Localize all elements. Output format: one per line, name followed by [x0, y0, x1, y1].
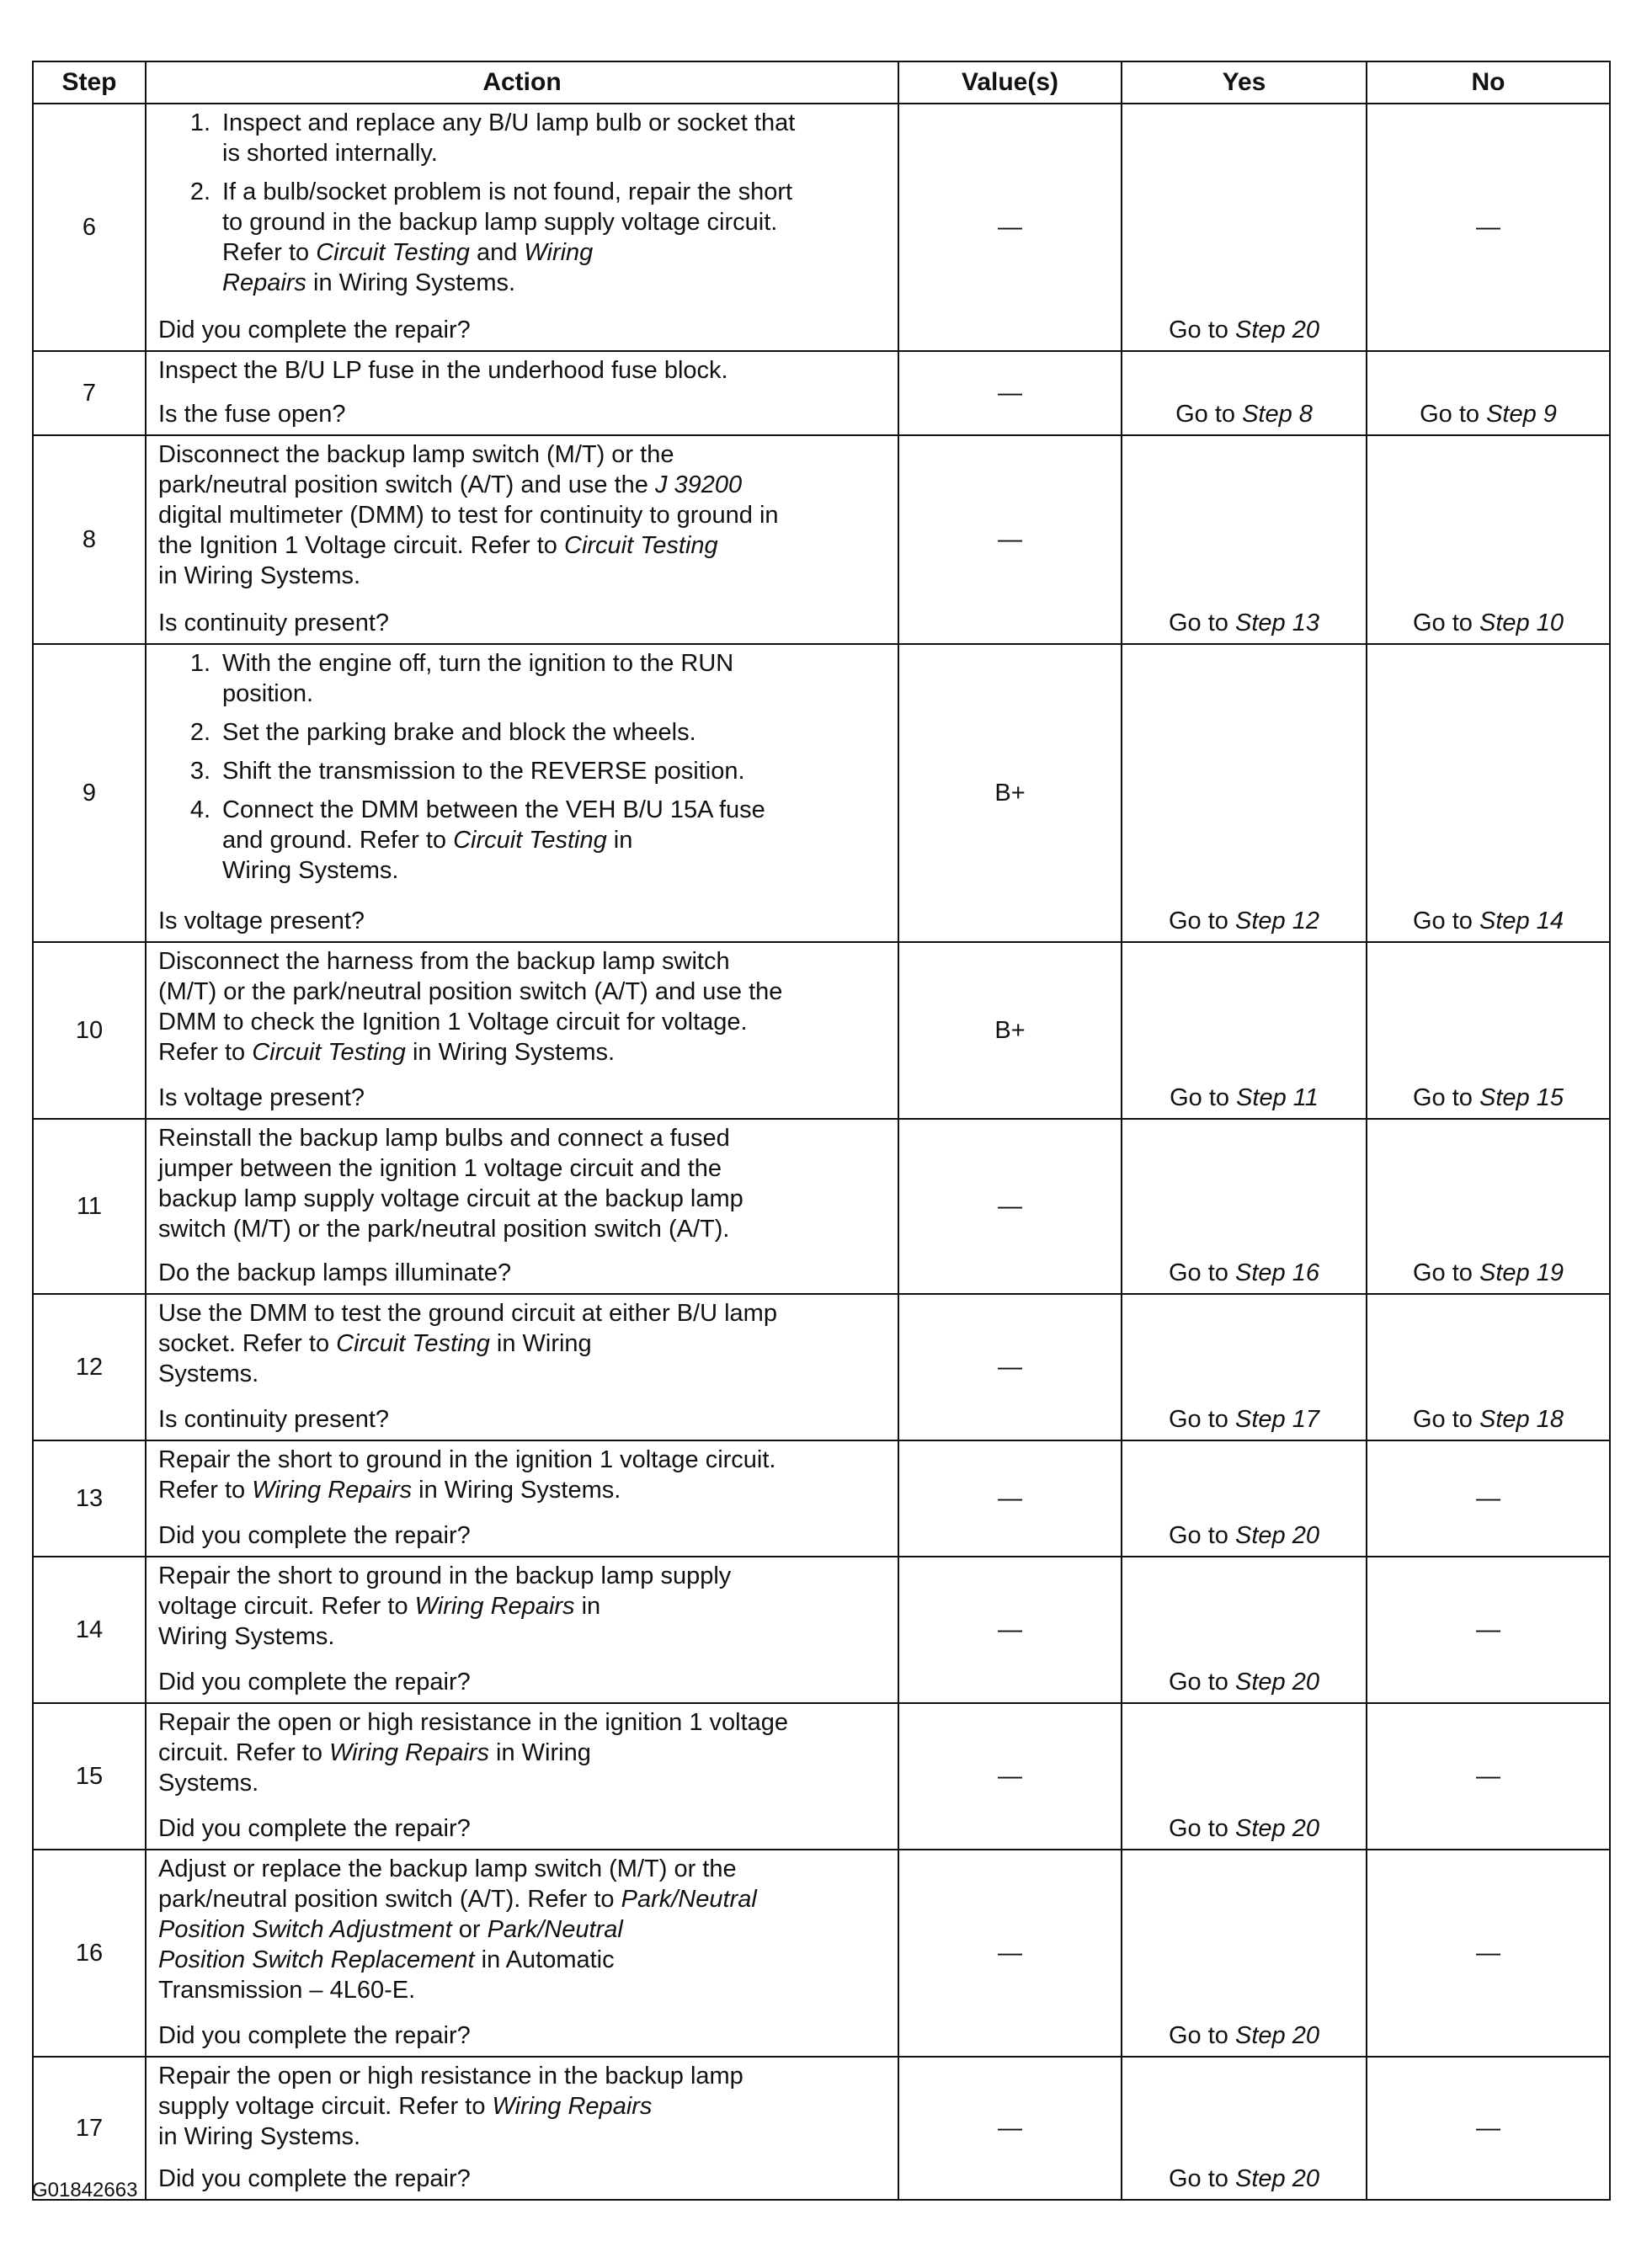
action-text: in Wiring Systems. — [412, 1477, 621, 1504]
action-body — [158, 946, 887, 1067]
yes-step-ref: Step 20 — [1235, 317, 1319, 343]
action-text: If a bulb/socket problem is not found, repair the short to ground in the backup lamp supply voltage circuit. Refer to — [222, 178, 793, 266]
action-content — [158, 1854, 887, 2051]
action-cell — [146, 104, 898, 351]
reference-link-text: Park/Neutral Position Switch Adjustment — [158, 1886, 757, 1943]
list-number: 1. — [189, 650, 210, 677]
header-action: Action — [146, 61, 898, 104]
action-content — [158, 439, 887, 638]
no-cell — [1367, 1850, 1610, 2057]
list-number: 2. — [189, 178, 210, 205]
reference-link-text: J 39200 — [654, 471, 743, 498]
action-steps-list — [158, 648, 887, 886]
yes-cell — [1122, 1703, 1367, 1850]
reference-link-text: Wiring Repairs — [492, 2093, 653, 2120]
action-content — [158, 1298, 887, 1435]
step-number: 9 — [33, 644, 146, 942]
action-cell — [146, 2057, 898, 2200]
action-text: Reinstall the backup lamp bulbs and connect a fused jumper between the ignition 1 voltage circuit and the backup lamp supply voltage circuit at the backup lamp switch (M/T) or the park/neutral position switch (A/T). — [158, 1125, 743, 1243]
yes-goto-text: Go to — [1169, 2022, 1235, 2049]
table-row — [33, 1557, 1610, 1703]
yes-step-ref: Step 20 — [1235, 1815, 1319, 1842]
reference-link-text: Circuit Testing — [252, 1039, 406, 1066]
action-question: Did you complete the repair? — [158, 1522, 471, 1549]
reference-link-text: Circuit Testing — [336, 1330, 490, 1357]
action-question: Is continuity present? — [158, 1406, 390, 1433]
step-number: 7 — [33, 351, 146, 435]
action-content — [158, 946, 887, 1113]
action-text: digital multimeter (DMM) to test for continuity to ground in the Ignition 1 Voltage circuit. Refer to — [158, 502, 779, 559]
reference-link-text: Wiring Repairs — [329, 1739, 489, 1766]
table-row — [33, 351, 1610, 435]
yes-goto-text: Go to — [1170, 1084, 1237, 1111]
action-body — [158, 1123, 887, 1244]
yes-step-ref: Step 20 — [1235, 1522, 1319, 1549]
action-text: in Wiring Systems. — [158, 1593, 601, 1650]
action-text: Shift the transmission to the REVERSE position. — [222, 758, 745, 785]
action-cell — [146, 942, 898, 1119]
action-text: in Wiring Systems. — [158, 562, 361, 589]
no-goto-text: Go to — [1413, 1406, 1479, 1433]
table-row — [33, 644, 1610, 942]
action-text: in Wiring Systems. — [405, 1039, 615, 1066]
yes-goto-text: Go to — [1169, 1815, 1235, 1842]
yes-cell — [1122, 1850, 1367, 2057]
action-body — [158, 439, 887, 591]
table-body — [33, 104, 1610, 2200]
action-content — [158, 648, 887, 936]
action-cell — [146, 1703, 898, 1850]
yes-cell — [1122, 435, 1367, 644]
header-yes: Yes — [1122, 61, 1367, 104]
yes-cell — [1122, 1440, 1367, 1557]
no-dash: — — [1476, 214, 1500, 241]
step-number: 15 — [33, 1703, 146, 1850]
action-text: or — [451, 1916, 488, 1943]
action-paragraph — [158, 1123, 887, 1244]
step-number: 8 — [33, 435, 146, 644]
action-text: Inspect the B/U LP fuse in the underhood fuse block. — [158, 357, 728, 384]
yes-cell — [1122, 351, 1367, 435]
action-text: and — [469, 239, 525, 266]
action-question: Did you complete the repair? — [158, 1815, 471, 1842]
header-values: Value(s) — [898, 61, 1122, 104]
list-number: 3. — [189, 758, 210, 785]
action-paragraph — [158, 2061, 887, 2152]
yes-step-ref: Step 17 — [1235, 1406, 1319, 1433]
value-cell: — — [898, 2057, 1122, 2200]
action-text: With the engine off, turn the ignition to the RUN position. — [222, 650, 734, 707]
step-number: 11 — [33, 1119, 146, 1294]
yes-goto-text: Go to — [1169, 610, 1235, 636]
action-content — [158, 1123, 887, 1288]
yes-cell — [1122, 1294, 1367, 1440]
no-dash: — — [1476, 1616, 1500, 1643]
diagnostic-table-container — [32, 61, 1609, 2201]
action-question: Is voltage present? — [158, 1084, 365, 1111]
yes-goto-text: Go to — [1169, 317, 1235, 343]
action-cell — [146, 1440, 898, 1557]
value-cell: — — [898, 1850, 1122, 2057]
action-text: in Automatic Transmission – 4L60-E. — [158, 1946, 615, 2004]
action-content — [158, 1445, 887, 1551]
value-cell: — — [898, 104, 1122, 351]
action-text: Repair the short to ground in the backup lamp supply voltage circuit. Refer to — [158, 1563, 732, 1620]
yes-step-ref: Step 20 — [1235, 2165, 1319, 2192]
yes-goto-text: Go to — [1169, 1406, 1235, 1433]
yes-step-ref: Step 20 — [1235, 2022, 1319, 2049]
yes-cell — [1122, 1119, 1367, 1294]
no-cell — [1367, 351, 1610, 435]
list-text — [222, 108, 887, 168]
reference-link-text: Wiring Repairs — [252, 1477, 413, 1504]
yes-step-ref: Step 8 — [1242, 401, 1313, 428]
table-row — [33, 1294, 1610, 1440]
table-header-row — [33, 61, 1610, 104]
figure-id: G01842663 — [32, 2179, 138, 2201]
action-text: Repair the short to ground in the ignition 1 voltage circuit. Refer to — [158, 1446, 776, 1504]
reference-link-text: Wiring Repairs — [414, 1593, 575, 1620]
action-text: Disconnect the backup lamp switch (M/T) or the park/neutral position switch (A/T) and use the — [158, 441, 674, 498]
list-item — [158, 795, 887, 886]
yes-step-ref: Step 11 — [1236, 1084, 1319, 1111]
no-dash: — — [1476, 2115, 1500, 2142]
action-cell — [146, 1294, 898, 1440]
no-dash: — — [1476, 1485, 1500, 1512]
table-row — [33, 1850, 1610, 2057]
table-row — [33, 1703, 1610, 1850]
action-steps-list — [158, 108, 887, 298]
value-cell: — — [898, 351, 1122, 435]
no-cell — [1367, 104, 1610, 351]
step-number: 17 — [33, 2057, 146, 2200]
action-paragraph — [158, 1854, 887, 2005]
list-number: 1. — [189, 109, 210, 136]
list-text — [222, 648, 887, 709]
no-cell — [1367, 435, 1610, 644]
value-cell: B+ — [898, 942, 1122, 1119]
no-step-ref: Step 15 — [1479, 1084, 1564, 1111]
table-row — [33, 1119, 1610, 1294]
list-number: 4. — [189, 796, 210, 823]
no-goto-text: Go to — [1420, 401, 1487, 428]
no-cell — [1367, 1557, 1610, 1703]
action-body — [158, 2061, 887, 2152]
action-cell — [146, 435, 898, 644]
action-body — [158, 1854, 887, 2005]
action-paragraph — [158, 355, 887, 386]
action-text: in Wiring Systems. — [222, 827, 633, 884]
action-question: Did you complete the repair? — [158, 2022, 471, 2049]
action-text: Use the DMM to test the ground circuit at either B/U lamp socket. Refer to — [158, 1300, 777, 1357]
no-goto-text: Go to — [1413, 1084, 1479, 1111]
reference-link-text: Circuit Testing — [564, 532, 718, 559]
no-cell — [1367, 2057, 1610, 2200]
action-paragraph — [158, 1445, 887, 1505]
action-text: Inspect and replace any B/U lamp bulb or socket that is shorted internally. — [222, 109, 796, 167]
table-row — [33, 942, 1610, 1119]
yes-cell — [1122, 942, 1367, 1119]
action-text: Set the parking brake and block the wheels. — [222, 719, 696, 746]
yes-cell — [1122, 2057, 1367, 2200]
action-text: Repair the open or high resistance in the ignition 1 voltage circuit. Refer to — [158, 1709, 789, 1766]
no-cell — [1367, 1119, 1610, 1294]
action-paragraph — [158, 1298, 887, 1389]
no-step-ref: Step 18 — [1479, 1406, 1564, 1433]
list-item — [158, 177, 887, 298]
yes-step-ref: Step 12 — [1235, 908, 1319, 934]
action-cell — [146, 1557, 898, 1703]
value-cell: — — [898, 1294, 1122, 1440]
yes-step-ref: Step 16 — [1235, 1259, 1319, 1286]
action-question: Did you complete the repair? — [158, 2165, 471, 2192]
table-row — [33, 2057, 1610, 2200]
yes-goto-text: Go to — [1169, 1522, 1235, 1549]
action-question: Is the fuse open? — [158, 401, 346, 428]
list-number: 2. — [189, 719, 210, 746]
action-body — [158, 1707, 887, 1798]
value-cell: — — [898, 435, 1122, 644]
action-content — [158, 355, 887, 429]
no-cell — [1367, 1440, 1610, 1557]
no-step-ref: Step 19 — [1479, 1259, 1564, 1286]
action-text: Adjust or replace the backup lamp switch (M/T) or the park/neutral position switch (A/T). Refer to — [158, 1855, 737, 1913]
table-row — [33, 1440, 1610, 1557]
value-cell: — — [898, 1557, 1122, 1703]
action-cell — [146, 644, 898, 942]
step-number: 14 — [33, 1557, 146, 1703]
action-text: in Wiring Systems. — [306, 269, 516, 296]
action-question: Did you complete the repair? — [158, 1669, 471, 1696]
yes-goto-text: Go to — [1169, 2165, 1235, 2192]
action-text: Connect the DMM between the VEH B/U 15A fuse and ground. Refer to — [222, 796, 765, 854]
reference-link-text: Wiring Repairs — [222, 239, 594, 296]
action-body — [158, 648, 887, 894]
yes-step-ref: Step 13 — [1235, 610, 1319, 636]
step-number: 13 — [33, 1440, 146, 1557]
action-text: Disconnect the harness from the backup lamp switch (M/T) or the park/neutral position switch (A/T) and use the DMM to check the Ignition 1 Voltage circuit for voltage. Refer to — [158, 948, 783, 1066]
action-question: Did you complete the repair? — [158, 317, 471, 343]
yes-step-ref: Step 20 — [1235, 1669, 1319, 1696]
list-text — [222, 717, 887, 748]
action-paragraph — [158, 439, 887, 591]
table-row — [33, 104, 1610, 351]
no-step-ref: Step 14 — [1479, 908, 1564, 934]
action-text: in Wiring Systems. — [158, 2123, 361, 2150]
action-paragraph — [158, 1707, 887, 1798]
value-cell: — — [898, 1119, 1122, 1294]
list-item — [158, 756, 887, 786]
action-text: in Wiring Systems. — [158, 1330, 592, 1387]
no-step-ref: Step 9 — [1486, 401, 1557, 428]
no-step-ref: Step 10 — [1479, 610, 1564, 636]
action-question: Do the backup lamps illuminate? — [158, 1259, 512, 1286]
value-cell: B+ — [898, 644, 1122, 942]
reference-link-text: Park/Neutral Position Switch Replacement — [158, 1916, 623, 1973]
yes-goto-text: Go to — [1169, 1259, 1235, 1286]
no-dash: — — [1476, 1940, 1500, 1967]
no-goto-text: Go to — [1413, 610, 1479, 636]
action-body — [158, 1445, 887, 1505]
yes-goto-text: Go to — [1169, 1669, 1235, 1696]
list-item — [158, 108, 887, 168]
value-cell: — — [898, 1440, 1122, 1557]
step-number: 12 — [33, 1294, 146, 1440]
reference-link-text: Circuit Testing — [316, 239, 470, 266]
action-content — [158, 108, 887, 345]
action-body — [158, 355, 887, 386]
reference-link-text: Circuit Testing — [453, 827, 607, 854]
step-number: 10 — [33, 942, 146, 1119]
step-number: 6 — [33, 104, 146, 351]
action-text: in Wiring Systems. — [158, 1739, 591, 1797]
table-row — [33, 435, 1610, 644]
action-cell — [146, 1850, 898, 2057]
list-text — [222, 177, 887, 298]
yes-cell — [1122, 1557, 1367, 1703]
action-content — [158, 2061, 887, 2194]
no-cell — [1367, 1294, 1610, 1440]
yes-goto-text: Go to — [1169, 908, 1235, 934]
action-paragraph — [158, 946, 887, 1067]
no-cell — [1367, 644, 1610, 942]
value-cell: — — [898, 1703, 1122, 1850]
action-cell — [146, 351, 898, 435]
action-body — [158, 1561, 887, 1652]
action-cell — [146, 1119, 898, 1294]
action-content — [158, 1707, 887, 1844]
no-goto-text: Go to — [1413, 908, 1479, 934]
action-question: Is continuity present? — [158, 610, 390, 636]
list-text — [222, 795, 887, 886]
yes-goto-text: Go to — [1175, 401, 1243, 428]
diagnostic-table — [32, 61, 1611, 2201]
action-text: Repair the open or high resistance in the backup lamp supply voltage circuit. Refer to — [158, 2063, 743, 2120]
step-number: 16 — [33, 1850, 146, 2057]
list-text — [222, 756, 887, 786]
action-body — [158, 108, 887, 306]
list-item — [158, 717, 887, 748]
no-cell — [1367, 942, 1610, 1119]
action-content — [158, 1561, 887, 1697]
no-dash: — — [1476, 1763, 1500, 1790]
yes-cell — [1122, 644, 1367, 942]
action-body — [158, 1298, 887, 1389]
action-paragraph — [158, 1561, 887, 1652]
no-cell — [1367, 1703, 1610, 1850]
header-step: Step — [33, 61, 146, 104]
list-item — [158, 648, 887, 709]
action-question: Is voltage present? — [158, 908, 365, 934]
no-goto-text: Go to — [1413, 1259, 1479, 1286]
yes-cell — [1122, 104, 1367, 351]
header-no: No — [1367, 61, 1610, 104]
